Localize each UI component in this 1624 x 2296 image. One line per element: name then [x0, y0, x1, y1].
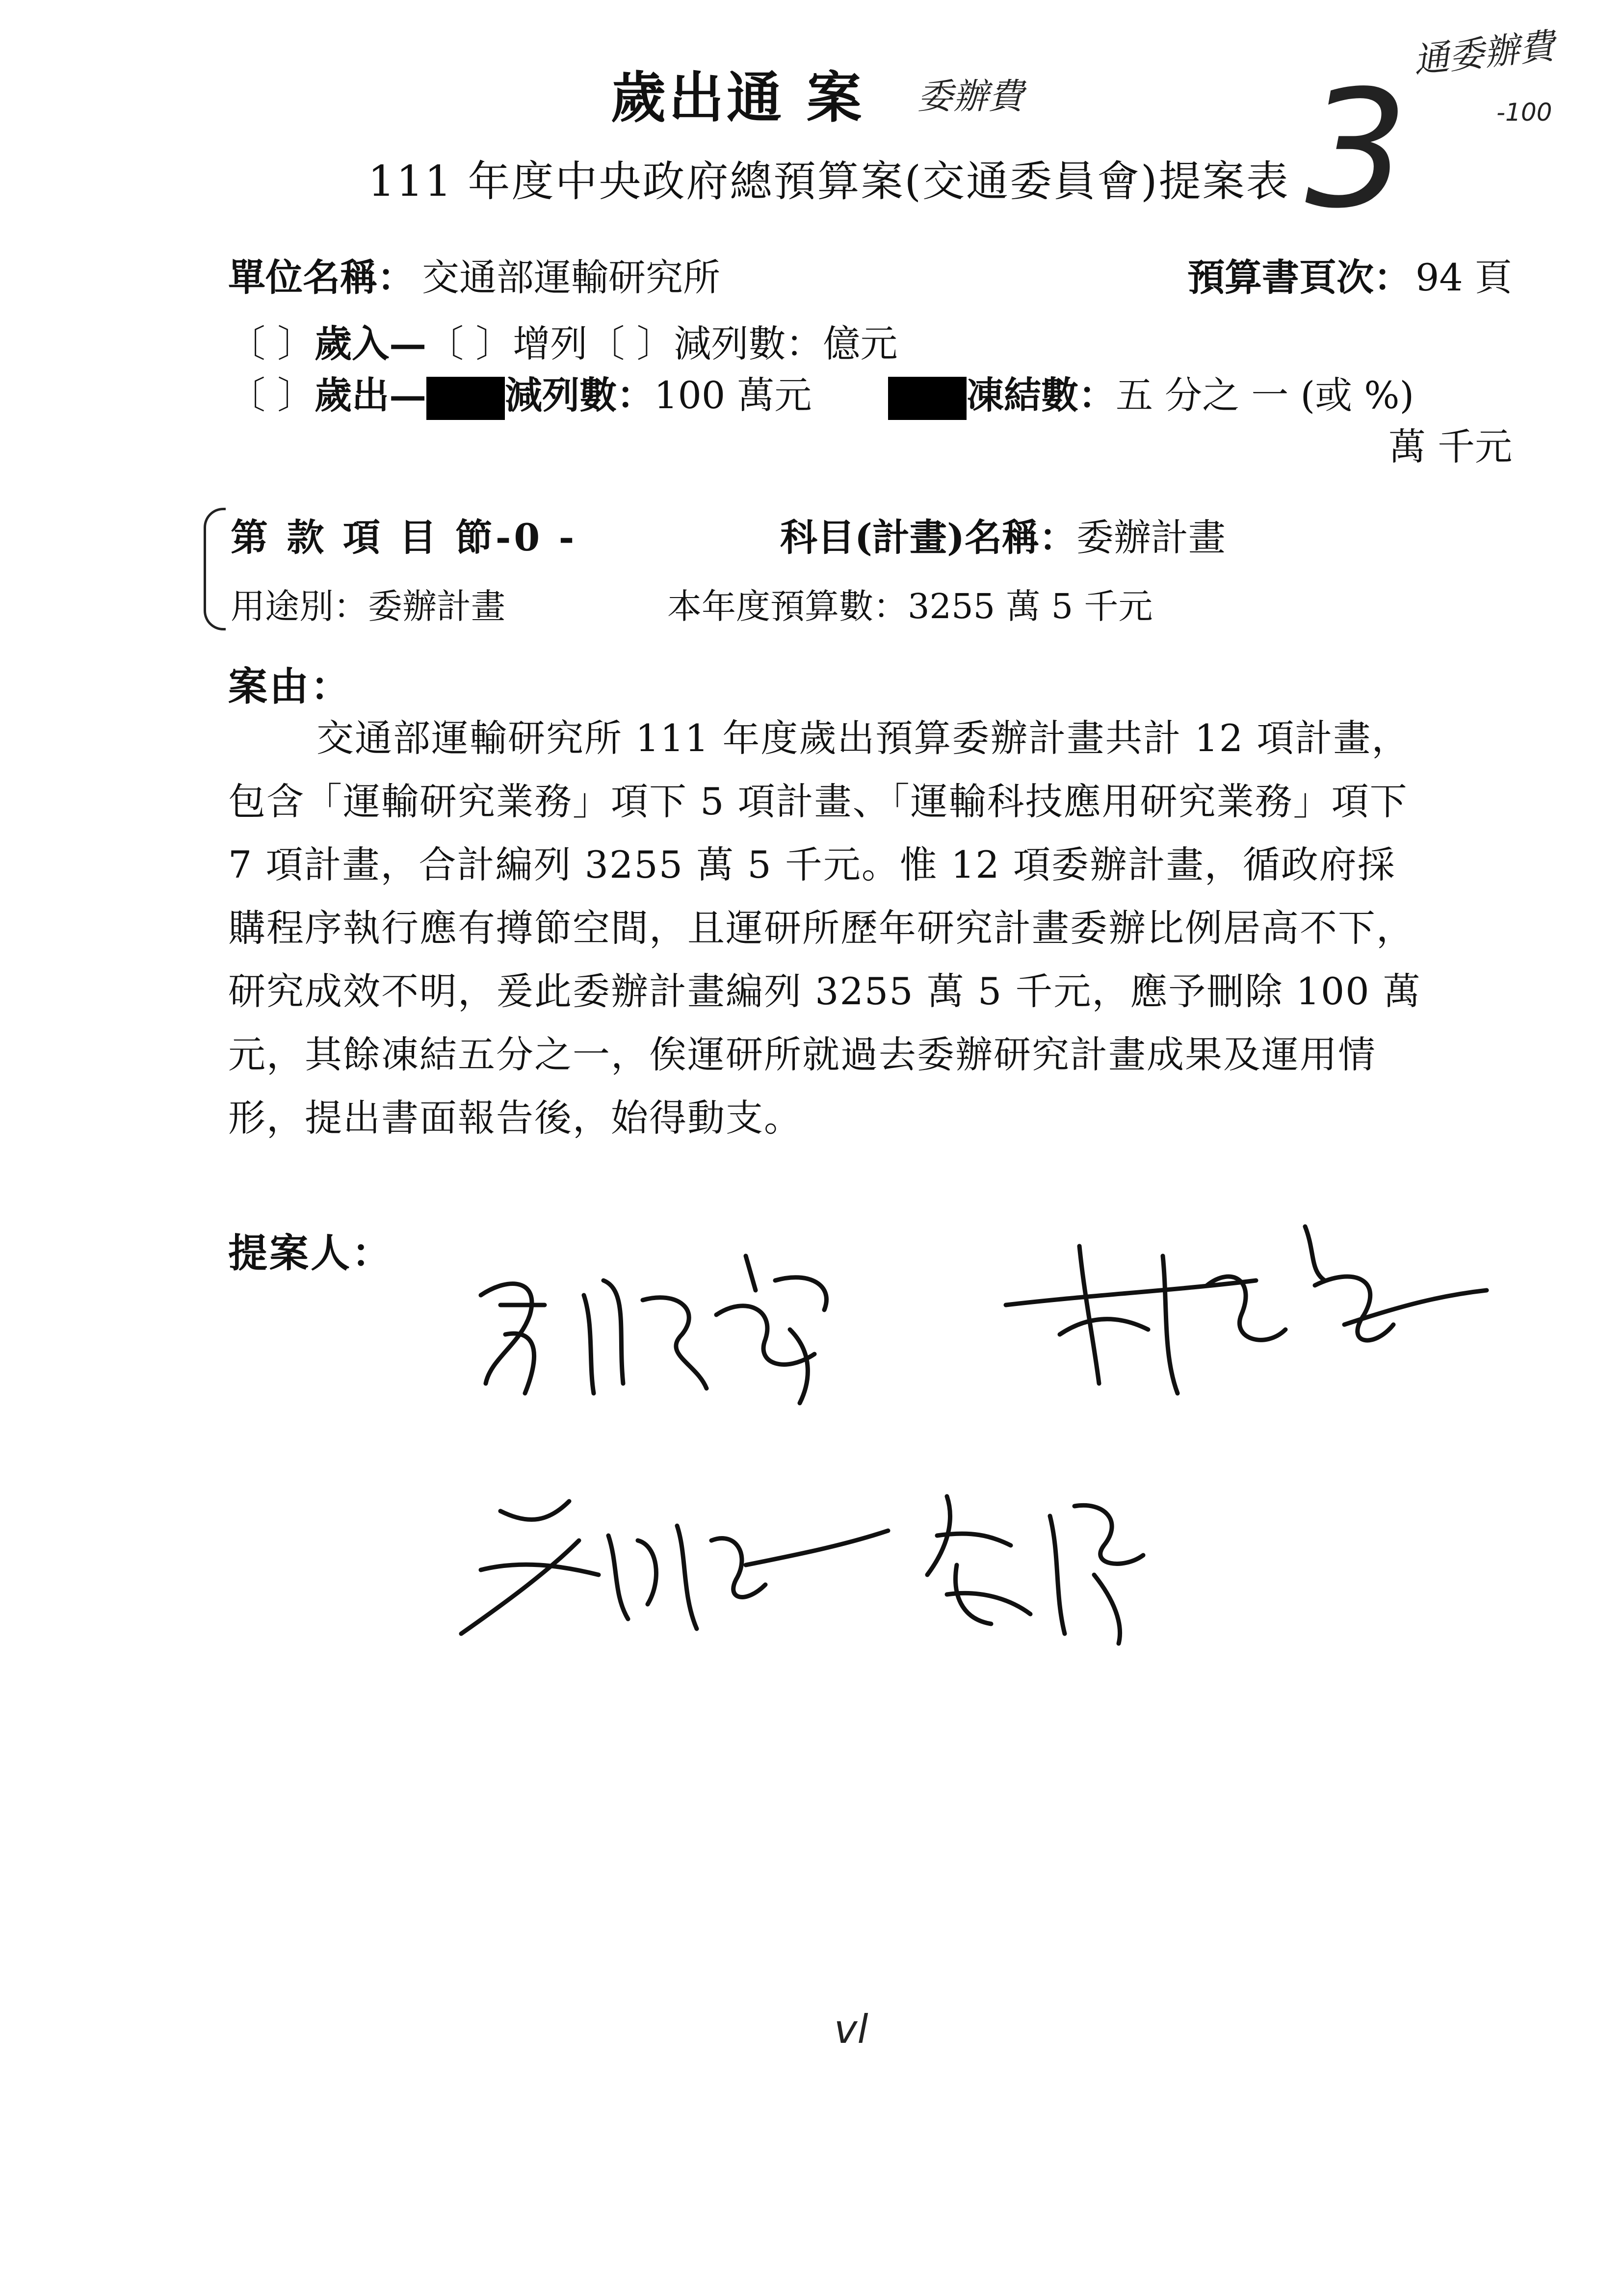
cut-amount-value: 100 萬元 — [654, 373, 812, 417]
subject-line — [780, 508, 1226, 561]
reason-text: 交通部運輸研究所 111 年度歲出預算委辦計畫共計 12 項計畫，包含「運輸研究業務」項下 5 項計畫、「運輸科技應用研究業務」項下 7 項計畫，合計編列 3255 萬 5 千元。惟 12 項委辦計畫，循政府採購程序執行應有撙節空間，且運研所歷年研究計畫委辦比例居高不下，研究成效不明，爰此委辦計畫編列 3255 萬 5 千元，應予刪除 100 萬元，其餘凍結五分之一，俟運研所就過去委辦研究計畫成果及運用情形，提出書面報告後，始得動支。 — [228, 716, 1421, 1140]
expense-line — [228, 365, 812, 420]
decrease-label: 減列數：億元 — [674, 322, 898, 365]
cut-amount-label: 減列數： — [505, 373, 655, 417]
budget-line — [667, 579, 1153, 628]
increase-label: 增列 — [513, 322, 588, 365]
revenue-checkbox: 〔 〕 — [228, 322, 315, 365]
usage-line — [231, 579, 505, 628]
usage-label: 用途別： — [231, 586, 368, 626]
subject-label: 科目(計畫)名稱： — [780, 516, 1076, 559]
corner-handwritten-note: 通委辦費 — [1412, 25, 1557, 81]
footer-handwritten-mark: vl — [834, 2007, 868, 2052]
budget-label: 本年度預算數： — [667, 586, 908, 626]
document-title: 歲出通 案 — [611, 66, 864, 130]
redaction-box — [888, 377, 967, 420]
subject-value: 委辦計畫 — [1076, 516, 1226, 559]
revenue-label: 歲入— — [314, 322, 427, 365]
freeze-amount-label: 凍結數： — [967, 373, 1116, 417]
usage-value: 委辦計畫 — [368, 586, 505, 626]
corner-handwritten-amount: -100 — [1496, 98, 1552, 127]
budget-value: 3255 萬 5 千元 — [908, 586, 1153, 626]
reason-label: 案由： — [228, 663, 352, 709]
document-subtitle: 111 年度中央政府總預算案(交通委員會)提案表 — [368, 157, 1290, 206]
unit-thousand-line: 萬 千元 — [1388, 425, 1513, 469]
title-handwritten-note: 委辦費 — [917, 76, 1024, 117]
redaction-box — [426, 377, 505, 420]
freeze-line — [888, 365, 1414, 420]
signature-3 — [451, 1482, 893, 1658]
revenue-line — [228, 314, 898, 367]
signature-2 — [1001, 1207, 1492, 1413]
decrease-checkbox: 〔 〕 — [587, 322, 674, 365]
increase-checkbox: 〔 〕 — [426, 322, 513, 365]
expense-label: 歲出— — [314, 373, 427, 417]
expense-checkbox: 〔 〕 — [228, 373, 315, 417]
item-bracket — [204, 508, 226, 630]
freeze-amount-value: 五 分之 一 (或 %) — [1116, 373, 1414, 417]
proposers-label: 提案人： — [228, 1230, 393, 1276]
signature-1 — [471, 1236, 873, 1423]
unit-name-value: 交通部運輸研究所 — [422, 256, 720, 299]
signature-4 — [917, 1477, 1173, 1653]
proposal-number: 3 — [1305, 55, 1408, 244]
unit-name-label: 單位名稱： — [228, 256, 415, 299]
budget-page-value: 94 頁 — [1415, 256, 1512, 299]
ledger-line: 第 款 項 目 節-0 - — [231, 516, 577, 559]
budget-page-label: 預算書頁次： — [1187, 256, 1411, 299]
